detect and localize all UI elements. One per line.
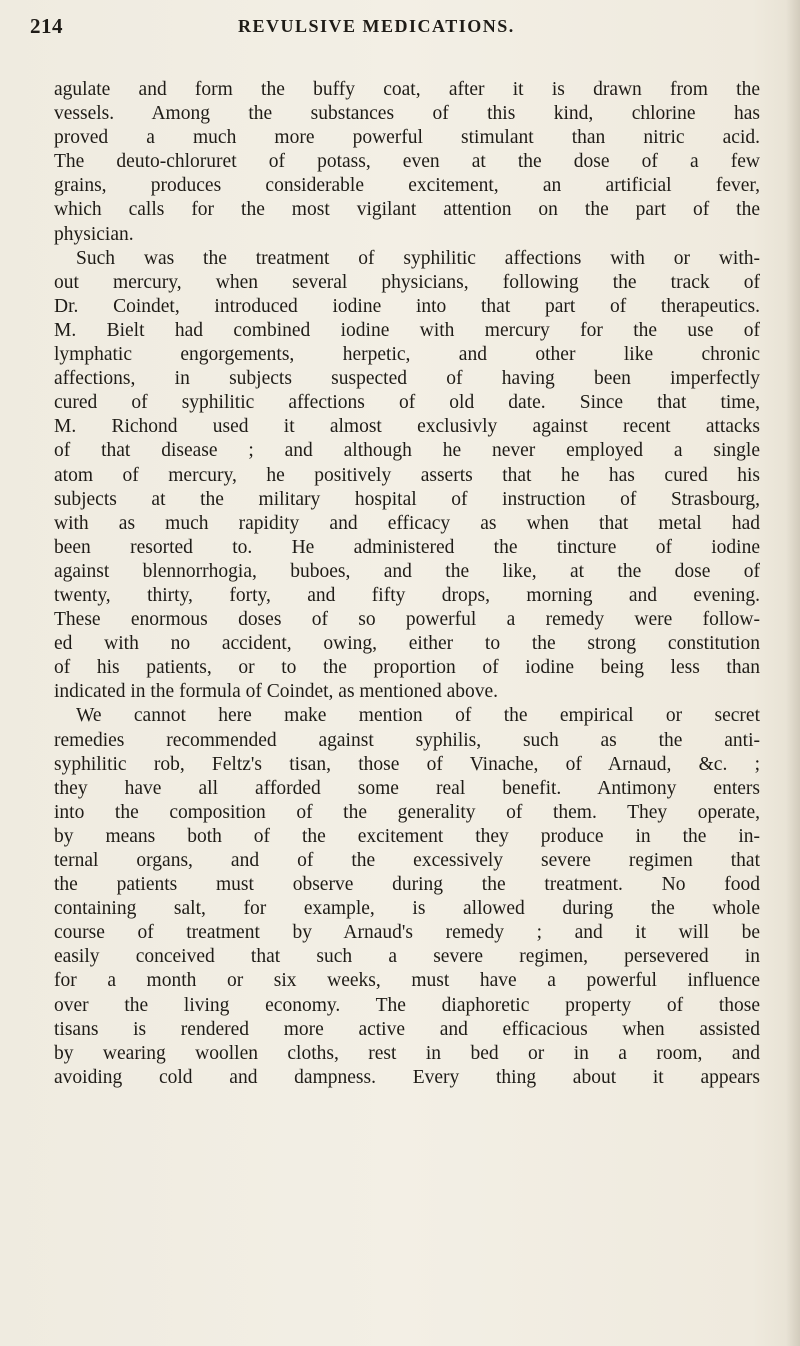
body-text — [54, 78, 760, 1090]
text-line: course of treatment by Arnaud's remedy ; and it will be — [54, 922, 760, 944]
page-header — [30, 14, 790, 44]
text-line: of that disease ; and although he never employed a single — [54, 440, 760, 462]
text-line: they have all afforded some real benefit. Antimony enters — [54, 777, 760, 799]
text-line: containing salt, for example, is allowed during the whole — [54, 898, 760, 920]
text-line: which calls for the most vigilant attention on the part of the — [54, 199, 760, 221]
text-line: physician. — [54, 223, 134, 245]
text-line: twenty, thirty, forty, and fifty drops, morning and evening. — [54, 584, 760, 606]
text-line: easily conceived that such a severe regimen, persevered in — [54, 946, 760, 968]
text-line: We cannot here make mention of the empirical or secret — [76, 705, 760, 727]
text-line: agulate and form the buffy coat, after it is drawn from the — [54, 79, 760, 100]
text-line: subjects at the military hospital of instruction of Strasbourg, — [54, 488, 760, 510]
text-line: M. Richond used it almost exclusivly against recent attacks — [54, 416, 760, 438]
text-line: atom of mercury, he positively asserts that he has cured his — [54, 464, 760, 486]
text-line: with as much rapidity and efficacy as when that metal had — [54, 512, 760, 534]
text-line: Such was the treatment of syphilitic affections with or with- — [76, 247, 760, 269]
text-line: ed with no accident, owing, either to the strong constitution — [54, 633, 760, 655]
text-line: out mercury, when several physicians, following the track of — [54, 271, 760, 293]
text-line: by wearing woollen cloths, rest in bed or in a room, and — [54, 1042, 760, 1064]
text-line: avoiding cold and dampness. Every thing about it appears — [54, 1066, 760, 1088]
text-line: over the living economy. The diaphoretic property of those — [54, 994, 760, 1016]
text-line: grains, produces considerable excitement, an artificial fever, — [54, 175, 760, 197]
text-line: affections, in subjects suspected of having been imperfectly — [54, 368, 760, 390]
text-line: been resorted to. He administered the tincture of iodine — [54, 536, 760, 558]
text-line: proved a much more powerful stimulant than nitric acid. — [54, 127, 760, 149]
text-line: the patients must observe during the treatment. No food — [54, 874, 760, 896]
text-line: into the composition of the generality of them. They operate, — [54, 801, 760, 823]
running-head: REVULSIVE MEDICATIONS. — [238, 16, 515, 36]
text-line: by means both of the excitement they produce in the in- — [54, 825, 760, 847]
text-line: Dr. Coindet, introduced iodine into that part of therapeutics. — [54, 295, 760, 317]
text-line: for a month or six weeks, must have a powerful influence — [54, 970, 760, 992]
text-line: against blennorrhogia, buboes, and the like, at the dose of — [54, 560, 760, 582]
text-line: These enormous doses of so powerful a remedy were follow- — [54, 609, 760, 631]
text-line: remedies recommended against syphilis, such as the anti- — [54, 729, 760, 751]
text-line: M. Bielt had combined iodine with mercury for the use of — [54, 319, 760, 341]
text-line: lymphatic engorgements, herpetic, and other like chronic — [54, 344, 760, 366]
page-number: 214 — [30, 14, 63, 38]
text-line: indicated in the formula of Coindet, as mentioned above. — [54, 681, 499, 703]
page-edge-shadow — [786, 0, 800, 1346]
text-line: syphilitic rob, Feltz's tisan, those of Vinache, of Arnaud, &c. ; — [54, 753, 760, 775]
text-line: ternal organs, and of the excessively severe regimen that — [54, 850, 760, 871]
text-line: tisans is rendered more active and efficacious when assisted — [54, 1018, 760, 1040]
text-line: of his patients, or to the proportion of iodine being less than — [54, 657, 760, 679]
text-line: vessels. Among the substances of this kind, chlorine has — [54, 103, 760, 125]
text-line: The deuto-chloruret of potass, even at the dose of a few — [54, 151, 760, 173]
text-line: cured of syphilitic affections of old date. Since that time, — [54, 392, 760, 414]
